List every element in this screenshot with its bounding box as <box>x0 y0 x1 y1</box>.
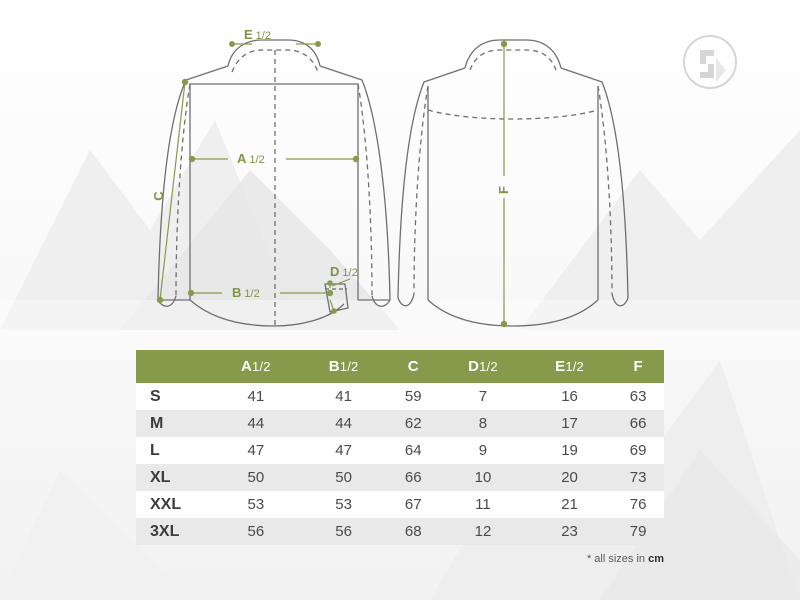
cell-e: 20 <box>561 469 578 486</box>
size-chart-table <box>136 350 664 545</box>
cell-b: 56 <box>335 523 352 540</box>
table-header-cell-blank <box>136 350 212 383</box>
table-header-row <box>136 350 664 383</box>
cell-e: 16 <box>561 388 578 405</box>
cell-c: 59 <box>404 388 422 405</box>
front-jacket-outline <box>158 40 390 326</box>
footnote-unit: cm <box>648 553 664 565</box>
cell-a: 44 <box>247 415 265 432</box>
cell-a: 50 <box>247 469 265 486</box>
cell-b: 53 <box>335 496 352 513</box>
cell-a: 47 <box>247 442 265 459</box>
table-row <box>136 410 664 437</box>
cell-e: 23 <box>561 523 578 540</box>
table-row <box>136 383 664 410</box>
cell-b: 41 <box>335 388 352 405</box>
row-size-label: XL <box>150 468 171 486</box>
cell-b: 44 <box>335 415 352 432</box>
table-row <box>136 518 664 545</box>
row-size-label: M <box>150 414 164 432</box>
cell-c: 67 <box>404 496 422 513</box>
row-size-label: S <box>150 387 161 405</box>
table-row <box>136 464 664 491</box>
back-jacket-outline <box>398 40 628 326</box>
cell-f: 76 <box>629 496 647 513</box>
measure-label-f: F <box>496 186 511 194</box>
cell-c: 66 <box>404 469 422 486</box>
table-row <box>136 437 664 464</box>
table-header-cell-a: A1/2 <box>212 350 300 383</box>
cell-d: 10 <box>474 469 492 486</box>
table-header-cell-d: D1/2 <box>439 350 527 383</box>
cell-c: 62 <box>404 415 422 432</box>
cell-d: 12 <box>474 523 492 540</box>
cell-c: 64 <box>404 442 422 459</box>
row-size-label: L <box>150 441 160 459</box>
cell-f: 63 <box>629 388 647 405</box>
cell-e: 19 <box>561 442 578 459</box>
row-size-label: XXL <box>150 495 182 513</box>
cell-b: 50 <box>335 469 352 486</box>
cell-b: 47 <box>335 442 352 459</box>
table-header-cell-f: F <box>612 350 664 383</box>
cell-f: 79 <box>629 523 647 540</box>
table-header-cell-b: B1/2 <box>300 350 388 383</box>
table-header-cell-c: C <box>387 350 439 383</box>
cell-e: 21 <box>561 496 578 513</box>
footnote-prefix: * all sizes in <box>586 553 649 565</box>
units-footnote <box>587 553 664 565</box>
table-header-cell-e: E1/2 <box>527 350 612 383</box>
cell-f: 69 <box>629 442 647 459</box>
cell-a: 56 <box>247 523 265 540</box>
measure-label-a-half: A 1/2 <box>237 151 265 166</box>
table-row <box>136 491 664 518</box>
cell-c: 68 <box>404 523 422 540</box>
cell-d: 9 <box>478 442 488 459</box>
measure-label-c: C <box>151 191 166 201</box>
cell-a: 53 <box>247 496 265 513</box>
cell-d: 7 <box>478 388 488 405</box>
cell-d: 11 <box>475 496 491 513</box>
cell-a: 41 <box>247 388 265 405</box>
cell-e: 17 <box>561 415 578 432</box>
cell-f: 73 <box>629 469 647 486</box>
cell-d: 8 <box>478 415 488 432</box>
brand-monogram-logo <box>684 36 736 88</box>
measure-label-d-half: D 1/2 <box>330 264 358 279</box>
measure-label-e-half: E 1/2 <box>244 27 271 42</box>
row-size-label: 3XL <box>150 522 180 540</box>
cell-f: 66 <box>629 415 647 432</box>
measure-label-b-half: B 1/2 <box>232 285 260 300</box>
